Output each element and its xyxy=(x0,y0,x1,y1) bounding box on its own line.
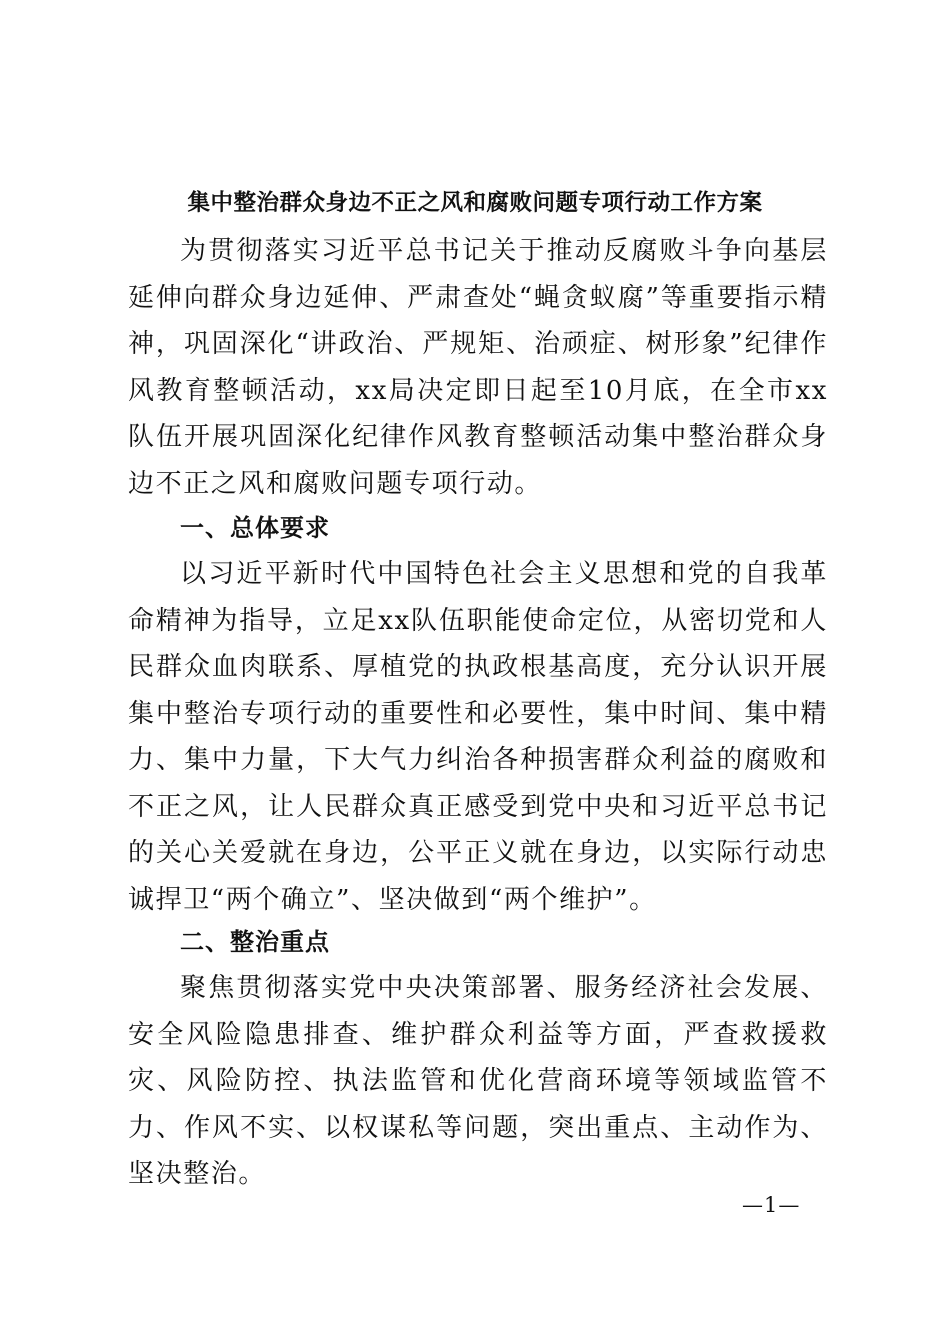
general-requirements-paragraph: 以习近平新时代中国特色社会主义思想和党的自我革命精神为指导，立足xx队伍职能使命定位，从密切党和人民群众血肉联系、厚植党的执政根基高度，充分认识开展集中整治专项行动的重要性和必要性，集中时间、集中精力、集中力量，下大气力纠治各种损害群众利益的腐败和不正之风，让人民群众真正感受到党中央和习近平总书记的关心关爱就在身边，公平正义就在身边，以实际行动忠诚捍卫“两个确立”、坚决做到“两个维护”。 xyxy=(128,559,828,915)
section-heading-rectification-focus: 二、整治重点 xyxy=(180,928,330,956)
document-title: 集中整治群众身边不正之风和腐败问题专项行动工作方案 xyxy=(187,190,763,216)
section-heading-general-requirements: 一、总体要求 xyxy=(180,514,330,542)
rectification-focus-paragraph: 聚焦贯彻落实党中央决策部署、服务经济社会发展、安全风险隐患排查、维护群众利益等方面，严查救援救灾、风险防控、执法监管和优化营商环境等领域监管不力、作风不实、以权谋私等问题，突出重点、主动作为、坚决整治。 xyxy=(128,973,828,1189)
intro-paragraph: 为贯彻落实习近平总书记关于推动反腐败斗争向基层延伸向群众身边延伸、严肃查处“蝇贪蚁腐”等重要指示精神，巩固深化“讲政治、严规矩、治顽症、树形象”纪律作风教育整顿活动，xx局决定即日起至10月底，在全市xx队伍开展巩固深化纪律作风教育整顿活动集中整治群众身边不正之风和腐败问题专项行动。 xyxy=(128,236,828,499)
page-number: —1— xyxy=(742,1193,801,1217)
